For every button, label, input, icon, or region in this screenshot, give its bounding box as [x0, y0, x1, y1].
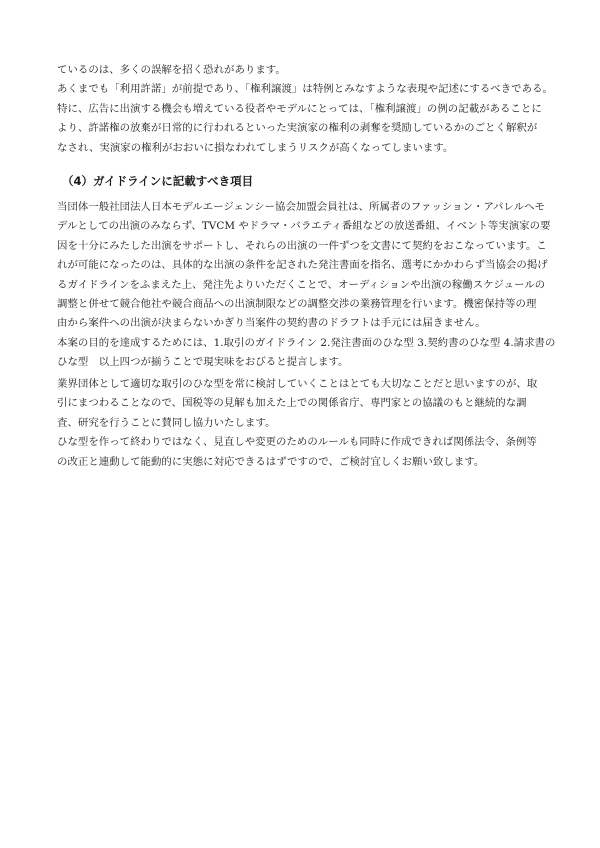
section-line: 由から案件への出演が決まらないかぎり当案件の契約書のドラフトは手元には届きません。 [57, 317, 486, 330]
intro-paragraph [57, 61, 553, 158]
closing-line: 査、研究を行うことに賛同し協力いたします。 [57, 416, 276, 429]
section-line: 因を十分にみたした出演をサポートし、それらの出演の一件ずつを文書にて契約をおこなっています。こ [57, 239, 547, 252]
intro-line: 特に、広告に出演する機会も増えている役者やモデルにとっては、「権利譲渡」の例の記載があることに [57, 102, 542, 115]
closing-line: 引にまつわることなので、国税等の見解も加えた上での関係省庁、専門家との協議のもと継続的な調 [57, 397, 527, 410]
section-line: れが可能になったのは、具体的な出演の条件を記された発注書面を指名、選考にかかわらず当協会の掲げ [57, 259, 548, 272]
section-line: ひな型 以上四つが揃うことで現実味をおびると提言します。 [57, 356, 349, 369]
closing-line: の改正と連動して能動的に実態に対応できるはずですので、ご検討宜しくお願い致します。 [57, 455, 485, 468]
section-4-body [57, 198, 556, 373]
closing-paragraph [57, 375, 547, 472]
closing-line: 業界団体として適切な取引のひな型を常に検討していくことはとても大切なことだと思いますのが、取 [57, 378, 538, 390]
intro-line: ているのは、多くの誤解を招く恐れがあります。 [57, 64, 286, 76]
section-line: 調整と併せて競合他社や競合商品への出演制限などの調整交渉の業務管理を行います。機密保持等の理 [57, 297, 537, 310]
section-line: 当団体一般社団法人日本モデルエージェンシー協会加盟会員社は、所属者のファッション・アパレルへモ [57, 201, 545, 213]
intro-line: なされ、実演家の権利がおおいに損なわれてしまうリスクが高くなってしまいます。 [57, 141, 454, 154]
intro-line: より、許諾権の放棄が日常的に行われるといった実演家の権利の剥奪を奨励しているかのごとく解釈が [57, 122, 538, 135]
section-line: デルとしての出演のみならず、TVCM やドラマ・バラエティ番組などの放送番組、イベント等実演家の要 [57, 220, 551, 233]
section-line: るガイドラインをふまえた上、発注先よりいただくことで、オーディションや出演の稼働スケジュールの [57, 278, 546, 291]
intro-line: あくまでも「利用許諾」が前提であり、「権利譲渡」は特例とみなすような表現や記述にするべきである。 [57, 83, 553, 96]
closing-line: ひな型を作って終わりではなく、見直しや変更のためのルールも同時に作成できれば関係法令、条例等 [57, 436, 537, 449]
section-line: 本案の目的を達成するためには、1.取引のガイドライン 2.発注書面のひな型 3.契約書のひな型 4.請求書の [57, 336, 556, 349]
section-heading: （4）ガイドラインに記載すべき項目 [62, 174, 254, 188]
